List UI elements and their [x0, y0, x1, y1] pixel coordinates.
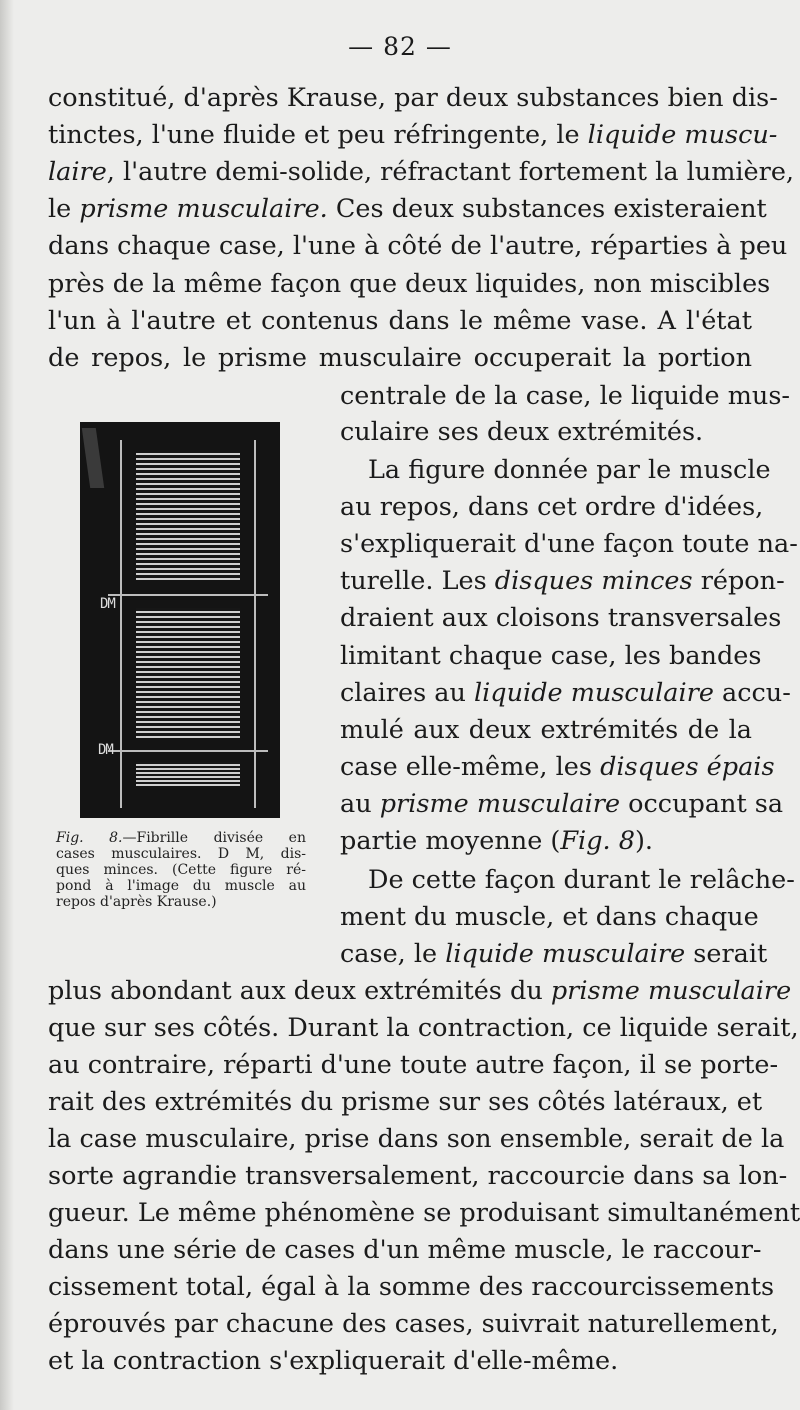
text-line: et la contraction s'expliquerait d'elle-même. [48, 1346, 619, 1376]
text-line: partie moyenne (Fig. 8). [340, 826, 654, 856]
italic-term: disques minces [494, 566, 693, 596]
text-line: près de la même façon que deux liquides, non miscibles [48, 269, 771, 299]
italic-term: liquide musculaire [474, 678, 714, 708]
figure-label-dm-top: DM [100, 596, 115, 612]
caption-line-1 [56, 830, 306, 846]
italic-term: disques épais [600, 752, 775, 782]
figure-label-dm-bottom: DM [98, 742, 113, 758]
italic-term: prisme musculaire [379, 789, 621, 819]
figure-fibrille [80, 422, 280, 818]
figure-torn-corner [82, 428, 104, 488]
figure-cell-2 [136, 608, 240, 738]
italic-term: Fig. 8 [560, 826, 635, 856]
text-line: constitué, d'après Krause, par deux substances bien dis- [48, 83, 778, 113]
italic-term: laire [48, 157, 107, 187]
text-line: l'un à l'autre et contenus dans le même vase. A l'état [48, 306, 752, 336]
italic-term: prisme musculaire. [79, 194, 328, 224]
text-line: La figure donnée par le muscle [368, 455, 771, 485]
text-line: gueur. Le même phénomène se produisant simultanément [48, 1198, 800, 1228]
text-line: dans chaque case, l'une à côté de l'autre, réparties à peu [48, 231, 788, 261]
caption-fig-ref: Fig. 8. [56, 830, 123, 846]
text-line: le prisme musculaire. Ces deux substances existeraient [48, 194, 767, 224]
caption-line-2: cases musculaires. D M, dis- [56, 846, 306, 862]
text-line: au prisme musculaire occupant sa [340, 789, 784, 819]
text-line: tinctes, l'une fluide et peu réfringente, le liquide muscu- [48, 120, 778, 150]
text-line: draient aux cloisons transversales [340, 603, 782, 633]
caption-text-1: —Fibrille divisée en [122, 830, 306, 846]
italic-term: prisme musculaire [550, 976, 792, 1006]
text-line: dans une série de cases d'un même muscle, le raccour- [48, 1235, 762, 1265]
caption-line-5: repos d'après Krause.) [56, 894, 217, 910]
text-line: limitant chaque case, les bandes [340, 641, 762, 671]
text-line: laire, l'autre demi-solide, réfractant fortement la lumière, [48, 157, 795, 187]
text-line: éprouvés par chacune des cases, suivrait naturellement, [48, 1309, 779, 1339]
figure-rail-left [120, 440, 122, 808]
text-line: culaire ses deux extrémités. [340, 417, 704, 447]
figure-cell-1 [136, 452, 240, 580]
text-line: ment du muscle, et dans chaque [340, 902, 759, 932]
italic-term: liquide musculaire [445, 939, 686, 969]
caption-line-4: pond à l'image du muscle au [56, 878, 306, 894]
figure-cell-3 [136, 762, 240, 786]
figure-thin-disc-1 [108, 594, 268, 596]
text-line: au contraire, réparti d'une toute autre façon, il se porte- [48, 1050, 779, 1080]
figure-rail-right [254, 440, 256, 808]
text-line: cissement total, égal à la somme des raccourcissements [48, 1272, 775, 1302]
text-line: De cette façon durant le relâche- [368, 865, 795, 895]
text-line: case elle-même, les disques épais [340, 752, 775, 782]
text-line: sorte agrandie transversalement, raccourcie dans sa lon- [48, 1161, 788, 1191]
text-line: rait des extrémités du prisme sur ses côtés latéraux, et [48, 1087, 763, 1117]
text-line: mulé aux deux extrémités de la [340, 715, 752, 745]
figure-caption [56, 830, 306, 910]
text-line: que sur ses côtés. Durant la contraction, ce liquide serait, [48, 1013, 799, 1043]
text-line: s'expliquerait d'une façon toute na- [340, 529, 798, 559]
italic-term: liquide muscu- [587, 120, 778, 150]
text-line: turelle. Les disques minces répon- [340, 566, 785, 596]
text-line: claires au liquide musculaire accu- [340, 678, 791, 708]
text-line: au repos, dans cet ordre d'idées, [340, 492, 764, 522]
text-line: centrale de la case, le liquide mus- [340, 381, 791, 411]
text-line: de repos, le prisme musculaire occuperait la portion [48, 343, 752, 373]
text-line: la case musculaire, prise dans son ensemble, serait de la [48, 1124, 785, 1154]
page-edge-shadow [0, 0, 14, 1410]
page-number: — 82 — [348, 32, 452, 61]
text-line: case, le liquide musculaire serait [340, 939, 768, 969]
caption-line-3: ques minces. (Cette figure ré- [56, 862, 306, 878]
figure-thin-disc-2 [108, 750, 268, 752]
text-line: plus abondant aux deux extrémités du prisme musculaire [48, 976, 792, 1006]
